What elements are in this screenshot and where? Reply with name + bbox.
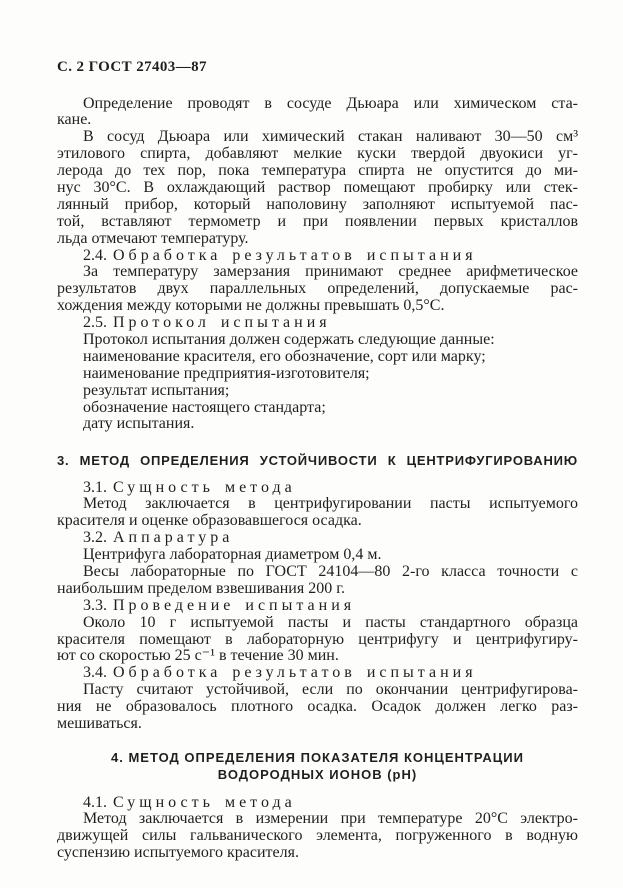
text-line: мешиваться. (57, 714, 142, 732)
section-2-continuation (57, 96, 578, 434)
paragraph (57, 682, 578, 733)
section-4-heading-line: 4. МЕТОД ОПРЕДЕЛЕНИЯ ПОКАЗАТЕЛЯ КОНЦЕНТРАЦИИ (111, 749, 524, 765)
subsection-heading-2-4 (57, 248, 578, 265)
section-4-heading (57, 749, 578, 783)
section-4-heading-line: ВОДОРОДНЫХ ИОНОВ (pH) (217, 766, 418, 782)
text-line: Центрифуга лабораторная диаметром 0,4 м. (83, 546, 382, 564)
paragraph (57, 547, 578, 598)
subsection-number: 2.5. (83, 314, 107, 332)
text-line: Протокол испытания должен содержать следующие данные: (83, 330, 495, 348)
subsection-number: 2.4. (83, 246, 107, 264)
paragraph (57, 96, 578, 130)
subsection-title: Обработка результатов испытания (113, 246, 477, 264)
text-line: ют со скоростью 25 с⁻¹ в течение 30 мин. (57, 647, 339, 665)
list-item: обозначение настоящего стандарта; (83, 398, 326, 416)
paragraph (57, 264, 578, 315)
list-item: наименование предприятия-изготовителя; (83, 364, 370, 382)
list-item: дату испытания. (83, 415, 195, 433)
paragraph (57, 129, 578, 247)
subsection-number: 3.2. (83, 529, 107, 547)
subsection-heading-3-3 (57, 598, 578, 615)
text-line: суспензию испытуемого красителя. (57, 844, 299, 862)
list-item: результат испытания; (83, 381, 230, 399)
text-line: результатов двух параллельных определений, допускаемые рас- (57, 280, 578, 298)
section-3-heading: 3. МЕТОД ОПРЕДЕЛЕНИЯ УСТОЙЧИВОСТИ К ЦЕНТРИФУГИРОВАНИЮ (57, 452, 578, 468)
text-line: этилового спирта, добавляют мелкие куски твердой двуокиси уг- (57, 145, 578, 163)
text-line: Метод заключается в измерении при температуре 20°С электро- (83, 810, 578, 828)
text-line: Метод заключается в центрифугировании пасты испытуемого (83, 495, 578, 513)
subsection-number: 3.3. (83, 596, 107, 614)
text-line: Пасту считают устойчивой, если по окончании центрифугирова- (83, 681, 578, 699)
text-line: красителя помещают в лабораторную центрифугу и центрифугиру- (57, 630, 578, 648)
subsection-number: 4.1. (83, 793, 107, 811)
subsection-heading-2-5 (57, 315, 578, 332)
section-3-body (57, 480, 578, 733)
subsection-heading-3-4 (57, 665, 578, 682)
page-header: С. 2 ГОСТ 27403—87 (57, 59, 207, 75)
text-line: льда отмечают температуру. (57, 229, 249, 247)
text-line: наибольшим пределом взвешивания 200 г. (57, 579, 345, 597)
subsection-title: Сущность метода (113, 478, 296, 496)
subsection-number: 3.4. (83, 664, 107, 682)
subsection-heading-3-2 (57, 530, 578, 547)
protocol-list (57, 332, 578, 433)
paragraph (57, 615, 578, 666)
text-line: За температуру замерзания принимают среднее арифметическое (83, 263, 578, 281)
text-line: движущей силы гальванического элемента, погруженного в водную (57, 827, 578, 845)
subsection-number: 3.1. (83, 478, 107, 496)
paragraph (57, 496, 578, 530)
subsection-title: Протокол испытания (113, 314, 331, 332)
subsection-title: Проведение испытания (113, 596, 356, 614)
list-item: наименование красителя, его обозначение, сорт или марку; (83, 347, 486, 365)
text-line: лерода до тех пор, пока температура спирта не опустится до ми- (57, 162, 578, 180)
subsection-title: Обработка результатов испытания (113, 664, 477, 682)
text-line: лянный прибор, который наполовину заполняют испытуемой пас- (57, 195, 578, 213)
text-line: Около 10 г испытуемой пасты и пасты стандартного образца (83, 613, 578, 631)
subsection-title: Сущность метода (113, 793, 296, 811)
text-line: хождения между которыми не должны превышать 0,5°С. (57, 297, 445, 315)
text-line: красителя и оценке образовавшегося осадка. (57, 512, 362, 530)
paragraph (57, 811, 578, 862)
subsection-heading-4-1 (57, 795, 578, 812)
text-line: кане. (57, 111, 92, 129)
text-line: Определение проводят в сосуде Дьюара или химическом ста- (83, 94, 578, 112)
section-4-body (57, 795, 578, 863)
text-line: Весы лабораторные по ГОСТ 24104—80 2-го класса точности с (83, 562, 578, 580)
text-line: той, вставляют термометр и при появлении первых кристаллов (57, 212, 578, 230)
text-line: нус 30°С. В охлаждающий раствор помещают пробирку или стек- (57, 178, 578, 196)
text-line: ния не образовалось плотного осадка. Осадок должен легко раз- (57, 698, 578, 716)
subsection-heading-3-1 (57, 480, 578, 497)
text-line: В сосуд Дьюара или химический стакан наливают 30—50 см³ (83, 128, 578, 146)
subsection-title: Аппаратура (113, 529, 234, 547)
